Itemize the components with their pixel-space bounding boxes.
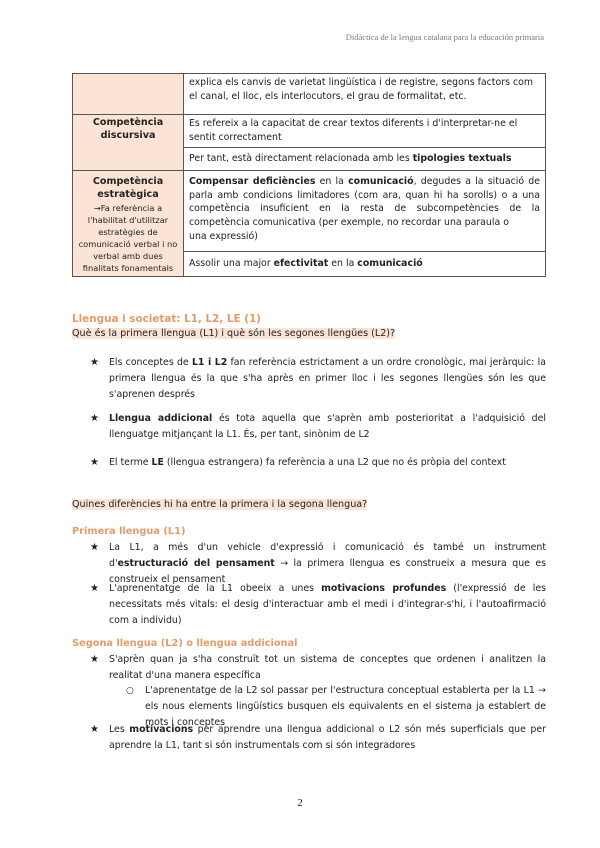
strategic-label: Competència estratègica bbox=[92, 176, 164, 200]
bullet-text: (l'expressió de les necessitats més vitals: el desig d'interactuar amb el medi i d'integrar-s'hi, i l'autoafirmació com a individu) bbox=[109, 583, 546, 626]
question-highlight: Quines diferències hi ha entre la primera i la segona llengua? bbox=[72, 499, 368, 510]
empty-label-cell bbox=[73, 74, 184, 115]
bullet-text: (llengua estrangera) fa referència a una L2 que no és pròpia del context bbox=[163, 457, 506, 468]
page-number: 2 bbox=[297, 797, 303, 809]
bullet-text: L'aprenentatge de la L1 obeeix a unes bbox=[109, 583, 322, 594]
table-cell bbox=[184, 115, 546, 148]
table-row bbox=[73, 74, 546, 115]
section2-question bbox=[72, 499, 367, 510]
table-cell bbox=[184, 251, 546, 276]
row1-text: explica els canvis de varietat lingüística i de registre, segons factors com el canal, el lloc, els interlocutors, el grau de formalitat, etc. bbox=[189, 77, 533, 102]
bullet-bold: estructuració del pensament bbox=[117, 558, 275, 569]
bullet-text: El terme bbox=[109, 457, 152, 468]
strategic-text2-mid: en la bbox=[328, 258, 358, 270]
table-cell bbox=[184, 148, 546, 171]
list-item bbox=[90, 722, 546, 754]
strategic-text-last: una expressió) bbox=[189, 230, 258, 242]
question-highlight: Què és la primera llengua (L1) i què són les segones llengües (L2)? bbox=[72, 328, 396, 339]
bullet-text: Les bbox=[109, 724, 130, 735]
bullet-text: és tota aquella que s'aprèn amb posterioritat a l'adquisició del llenguatge mitjançant la L1. És, per tant, sinònim de L2 bbox=[109, 413, 546, 440]
strategic-text-mid: en la bbox=[315, 176, 349, 187]
bullet-text: S'aprèn quan ja s'ha construït tot un sistema de conceptes que ordenen i analitzen la realitat d'una manera específica bbox=[109, 654, 546, 681]
star-bullet-icon: ★ bbox=[90, 583, 99, 594]
star-bullet-icon: ★ bbox=[90, 542, 99, 553]
table-row bbox=[73, 115, 546, 148]
strategic-text-rest: , degudes a la situació de parla amb condicions limitadores (com ara, quan hi ha sorolls) o a una competència insuficient en la resta de subcompetències de la competència comunicativa (per exemple, no recordar una paraula o bbox=[189, 176, 540, 228]
section-title: Llengua i societat: L1, L2, LE (1) bbox=[72, 313, 261, 325]
star-bullet-icon: ★ bbox=[90, 457, 99, 468]
running-header: Didàctica de la lengua catalana para la educación primaria bbox=[345, 32, 544, 42]
competence-table bbox=[72, 73, 546, 277]
strategic-text2-bold1: efectivitat bbox=[273, 258, 329, 270]
bullet-text: → la primera llengua es construeix a mesura que es construeix el pensament bbox=[109, 558, 546, 585]
table-cell bbox=[184, 171, 546, 252]
l1-subtitle: Primera llengua (L1) bbox=[72, 526, 186, 537]
list-item bbox=[90, 411, 546, 443]
bullet-bold: LE bbox=[151, 457, 164, 468]
table-cell bbox=[184, 74, 546, 115]
section-question bbox=[72, 328, 395, 339]
subbullet-text: L'aprenentatge de la L2 sol passar per l'estructura conceptual establerta per la L1 → els nous elements lingüístics busquen els equivalents en el sistema ja establert de mots i conceptes bbox=[145, 685, 546, 728]
star-bullet-icon: ★ bbox=[90, 654, 99, 665]
circle-bullet-icon: ○ bbox=[126, 686, 134, 696]
discursive-text2-bold: tipologies textuals bbox=[412, 153, 512, 165]
bullet-bold: L1 i L2 bbox=[191, 357, 228, 368]
strategic-text2-pre: Assolir una major bbox=[189, 258, 274, 270]
strategic-label-cell bbox=[73, 171, 184, 277]
bullet-text: La L1, a més d'un vehicle d'expressió i comunicació és també un instrument d' bbox=[109, 542, 546, 569]
strategic-description: →Fa referència a l'habilitat d'utilitzar estratègies de comunicació verbal i no verbal amb dues finalitats fonamentals bbox=[78, 202, 178, 273]
bullet-text: Els conceptes de bbox=[109, 357, 192, 368]
list-item bbox=[90, 652, 546, 684]
list-item bbox=[90, 355, 546, 403]
bullet-bold: motivacions profundes bbox=[321, 583, 447, 594]
discursive-text2-pre: Per tant, està directament relacionada amb les bbox=[189, 153, 413, 165]
bullet-bold: Llengua addicional bbox=[109, 413, 213, 424]
discursive-text: Es refereix a la capacitat de crear textos diferents i d'interpretar-ne el sentit correctament bbox=[189, 118, 518, 143]
table-row bbox=[73, 171, 546, 252]
star-bullet-icon: ★ bbox=[90, 724, 99, 735]
strategic-text2-bold2: comunicació bbox=[357, 258, 423, 270]
star-bullet-icon: ★ bbox=[90, 413, 99, 424]
bullet-text: fan referència estrictament a un ordre cronològic, mai jeràrquic: la primera llengua és la que s'ha après en primer lloc i les segones llengües són les que s'aprenen després bbox=[109, 357, 546, 400]
strategic-bold-1: Compensar deficiències bbox=[189, 176, 316, 187]
list-item bbox=[90, 455, 546, 471]
strategic-bold-2: comunicació bbox=[348, 176, 414, 187]
star-bullet-icon: ★ bbox=[90, 357, 99, 368]
bullet-text: per aprendre una llengua addicional o L2 són més superficials que per aprendre la L1, tant si són instrumentals com si són integradores bbox=[109, 724, 546, 751]
bullet-bold: motivacions bbox=[129, 724, 194, 735]
discursive-label: Competència discursiva bbox=[92, 117, 164, 141]
list-item bbox=[90, 581, 546, 629]
discursive-label-cell bbox=[73, 115, 184, 171]
l2-subtitle: Segona llengua (L2) o llengua addicional bbox=[72, 638, 298, 649]
